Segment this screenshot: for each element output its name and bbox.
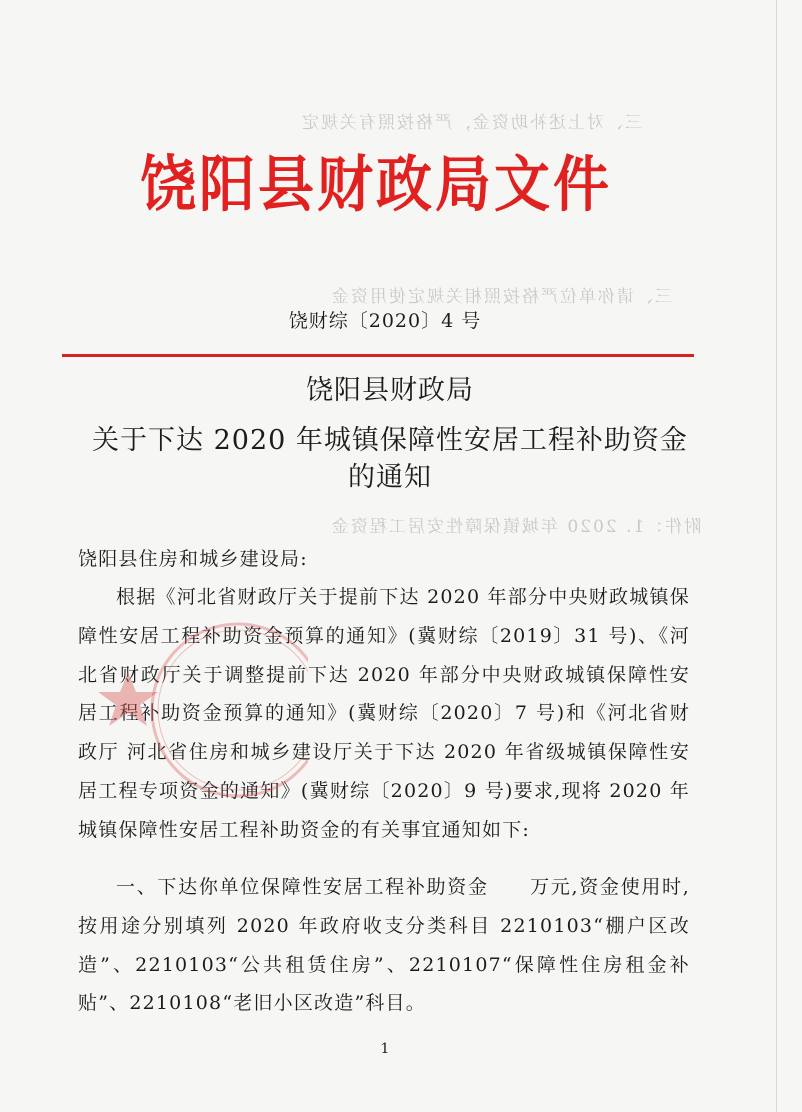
- recipient: 饶阳县住房和城乡建设局:: [78, 548, 308, 570]
- bleed-through-text: 三、对上述补助资金，严格按照有关规定: [300, 113, 642, 133]
- bleed-through-text: 附件：1. 2020 年城镇保障性安居工程资金: [330, 517, 702, 537]
- paragraph-basis: 根据《河北省财政厅关于提前下达 2020 年部分中央财政城镇保障性安居工程补助资金预算的通知》(冀财综〔2019〕31 号)、《河北省财政厅关于调整提前下达 2020 年部分中央财政城镇保障性安居工程补助资金预算的通知》(冀财综〔2020〕7 号)和《河北省财政厅 河北省住房和城乡建设厅关于下达 2020 年省级城镇保障性安居工程专项资金的通知》(冀财综〔2020〕9 号)要求,现将 2020 年城镇保障性安居工程补助资金的有关事宜通知如下:: [78, 586, 690, 841]
- title-line-1: 饶阳县财政局: [306, 375, 474, 406]
- document-number: 饶财综〔2020〕4 号: [288, 310, 482, 332]
- paragraph-item-1: 一、下达你单位保障性安居工程补助资金 万元,资金使用时,按用途分别填列 2020 年政府收支分类科目 2210103“棚户区改造”、2210103“公共租赁住房”、2210107“保障性住房租金补贴”、2210108“老旧小区改造”科目。: [78, 876, 690, 1015]
- letterhead: 饶阳县财政局文件: [140, 149, 612, 220]
- bleed-through-text: 三、请你单位严格按照相关规定使用资金: [330, 287, 672, 307]
- title-line-3: 的通知: [348, 462, 432, 493]
- scan-edge-line: [776, 0, 777, 1112]
- title-line-2: 关于下达 2020 年城镇保障性安居工程补助资金: [92, 425, 688, 456]
- page-number: 1: [380, 1041, 390, 1057]
- red-divider-rule: [62, 354, 694, 357]
